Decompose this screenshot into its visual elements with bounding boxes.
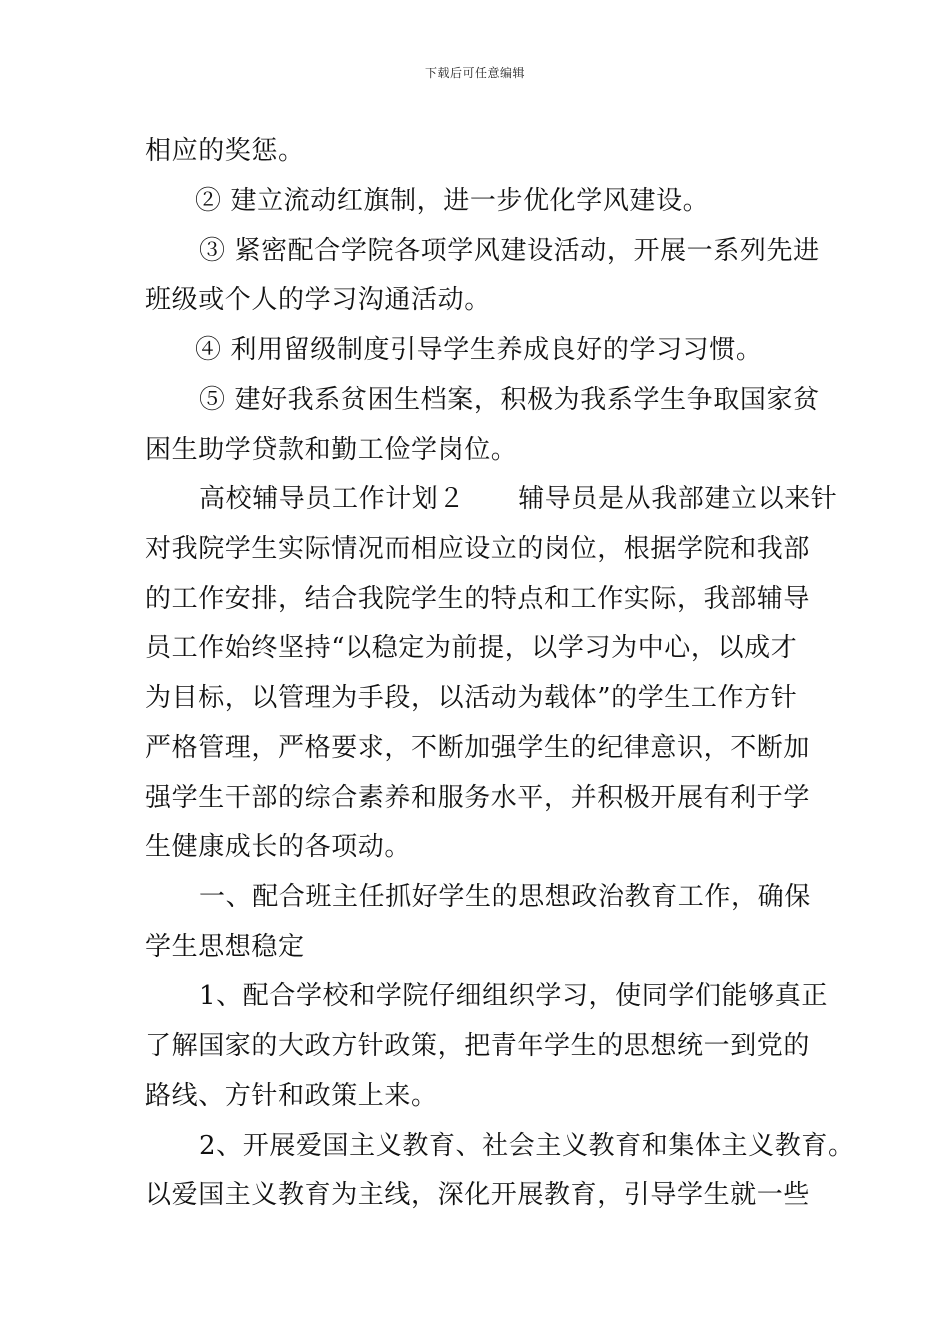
text-line: 生健康成长的各项动。: [145, 832, 412, 862]
text-line: 2、开展爱国主义教育、社会主义教育和集体主义教育。: [199, 1131, 855, 1161]
text-line: 以爱国主义教育为主线，深化开展教育，引导学生就一些: [145, 1180, 811, 1210]
text-line: 学生思想稳定: [145, 932, 305, 962]
text-line: 为目标，以管理为手段，以活动为载体”的学生工作方针: [145, 683, 798, 713]
text-line: ③ 紧密配合学院各项学风建设活动，开展一系列先进: [199, 236, 820, 266]
text-line: 的工作安排，结合我院学生的特点和工作实际，我部辅导: [145, 584, 811, 614]
text-line: 困生助学贷款和勤工俭学岗位。: [145, 435, 518, 465]
text-line: 对我院学生实际情况而相应设立的岗位，根据学院和我部: [145, 534, 811, 564]
text-line: ⑤ 建好我系贫困生档案，积极为我系学生争取国家贫: [199, 385, 820, 415]
text-line: 严格管理，严格要求，不断加强学生的纪律意识，不断加: [145, 733, 811, 763]
text-line: 1、配合学校和学院仔细组织学习，使同学们能够真正: [199, 981, 828, 1011]
text-line: ④ 利用留级制度引导学生养成良好的学习习惯。: [195, 335, 763, 365]
text-line: 员工作始终坚持“以稳定为前提，以学习为中心，以成才: [145, 633, 798, 663]
text-line: 路线、方针和政策上来。: [145, 1081, 438, 1111]
text-line: 相应的奖惩。: [145, 136, 305, 166]
text-line: 了解国家的大政方针政策，把青年学生的思想统一到党的: [145, 1031, 811, 1061]
page-header: 下载后可任意编辑: [424, 66, 525, 80]
text-line: 一、配合班主任抓好学生的思想政治教育工作，确保: [199, 882, 811, 912]
text-line: 高校辅导员工作计划２ 辅导员是从我部建立以来针: [199, 484, 838, 514]
text-line: 班级或个人的学习沟通活动。: [145, 285, 491, 315]
text-line: ② 建立流动红旗制，进一步优化学风建设。: [195, 186, 710, 216]
text-line: 强学生干部的综合素养和服务水平，并积极开展有利于学: [145, 783, 811, 813]
